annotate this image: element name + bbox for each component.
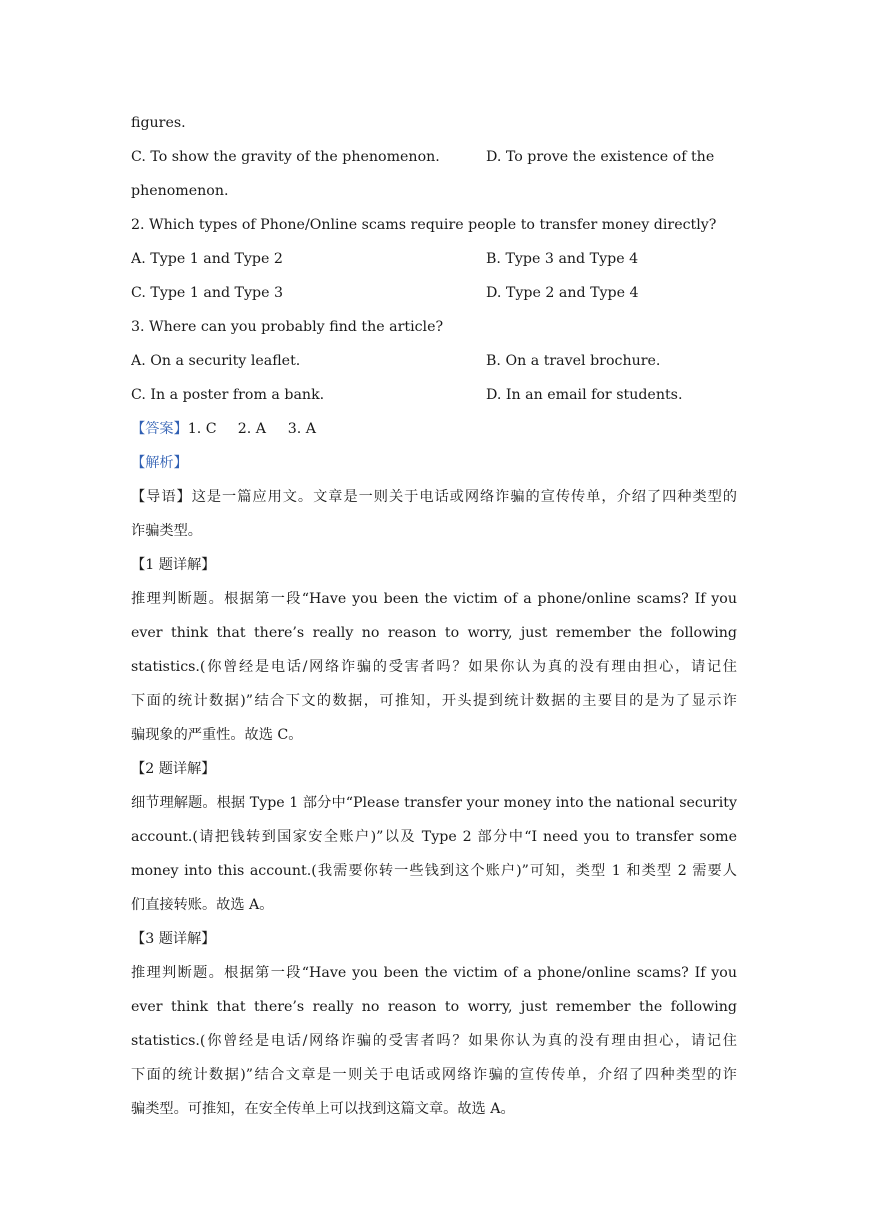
answer-line <box>131 416 737 450</box>
q1-option-c: C. To show the gravity of the phenomenon. <box>131 149 440 165</box>
analysis-label: 【解析】 <box>131 455 188 471</box>
question-2-stem: 2. Which types of Phone/Online scams require people to transfer money directly? <box>131 217 717 233</box>
q3-options-ab <box>131 348 737 382</box>
q1-detail-line: 骗现象的严重性。故选 C。 <box>131 727 303 743</box>
q2-option-d: D. Type 2 and Type 4 <box>486 285 639 301</box>
q2-options-ab <box>131 246 737 280</box>
q2-option-c: C. Type 1 and Type 3 <box>131 285 284 301</box>
q2-option-b: B. Type 3 and Type 4 <box>486 251 639 267</box>
q1-detail-line: ever think that there’s really no reason to worry, just remember the following <box>131 625 737 641</box>
q1-options-cd <box>131 144 737 178</box>
answer-2: 2. A <box>237 421 267 437</box>
q3-detail-heading: 【3 题详解】 <box>131 931 216 947</box>
q2-detail-line: account.(请把钱转到国家安全账户)”以及 Type 2 部分中“I need you to transfer some <box>131 829 737 845</box>
q3-detail-line: 推理判断题。根据第一段“Have you been the victim of a phone/online scams? If you <box>131 965 737 981</box>
q1-detail-line: 推理判断题。根据第一段“Have you been the victim of a phone/online scams? If you <box>131 591 737 607</box>
document-page <box>131 110 737 1130</box>
q3-detail-line: statistics.(你曾经是电话/网络诈骗的受害者吗？如果你认为真的没有理由担心，请记住 <box>131 1033 737 1049</box>
q1-detail-line: 下面的统计数据)”结合下文的数据，可推知，开头提到统计数据的主要目的是为了显示诈 <box>131 693 737 709</box>
q1-detail-heading: 【1 题详解】 <box>131 557 216 573</box>
q3-detail-line: ever think that there’s really no reason to worry, just remember the following <box>131 999 737 1015</box>
q3-option-b: B. On a travel brochure. <box>486 353 661 369</box>
q2-detail-heading: 【2 题详解】 <box>131 761 216 777</box>
q1-option-b-tail: figures. <box>131 115 186 131</box>
answer-3: 3. A <box>287 421 317 437</box>
intro-line: 诈骗类型。 <box>131 523 202 539</box>
q2-options-cd <box>131 280 737 314</box>
q3-option-c: C. In a poster from a bank. <box>131 387 325 403</box>
q1-option-d-continued: phenomenon. <box>131 183 229 199</box>
q3-detail-line: 下面的统计数据)”结合文章是一则关于电话或网络诈骗的宣传传单，介绍了四种类型的诈 <box>131 1067 737 1083</box>
q1-detail-line: statistics.(你曾经是电话/网络诈骗的受害者吗？如果你认为真的没有理由担心，请记住 <box>131 659 737 675</box>
answer-label: 【答案】 <box>131 421 188 437</box>
q2-option-a: A. Type 1 and Type 2 <box>131 251 283 267</box>
q3-options-cd <box>131 382 737 416</box>
q2-detail-line: money into this account.(我需要你转一些钱到这个账户)”可知，类型 1 和类型 2 需要人 <box>131 863 737 879</box>
intro-line: 【导语】这是一篇应用文。文章是一则关于电话或网络诈骗的宣传传单，介绍了四种类型的 <box>131 489 737 505</box>
q3-option-d: D. In an email for students. <box>486 387 683 403</box>
answer-1: 1. C <box>187 421 217 437</box>
question-3-stem: 3. Where can you probably find the article? <box>131 319 444 335</box>
q2-detail-line: 们直接转账。故选 A。 <box>131 897 274 913</box>
q2-detail-line: 细节理解题。根据 Type 1 部分中“Please transfer your money into the national security <box>131 795 737 811</box>
q3-detail-line: 骗类型。可推知，在安全传单上可以找到这篇文章。故选 A。 <box>131 1101 515 1117</box>
q3-option-a: A. On a security leaflet. <box>131 353 301 369</box>
q1-option-d: D. To prove the existence of the <box>486 149 715 165</box>
